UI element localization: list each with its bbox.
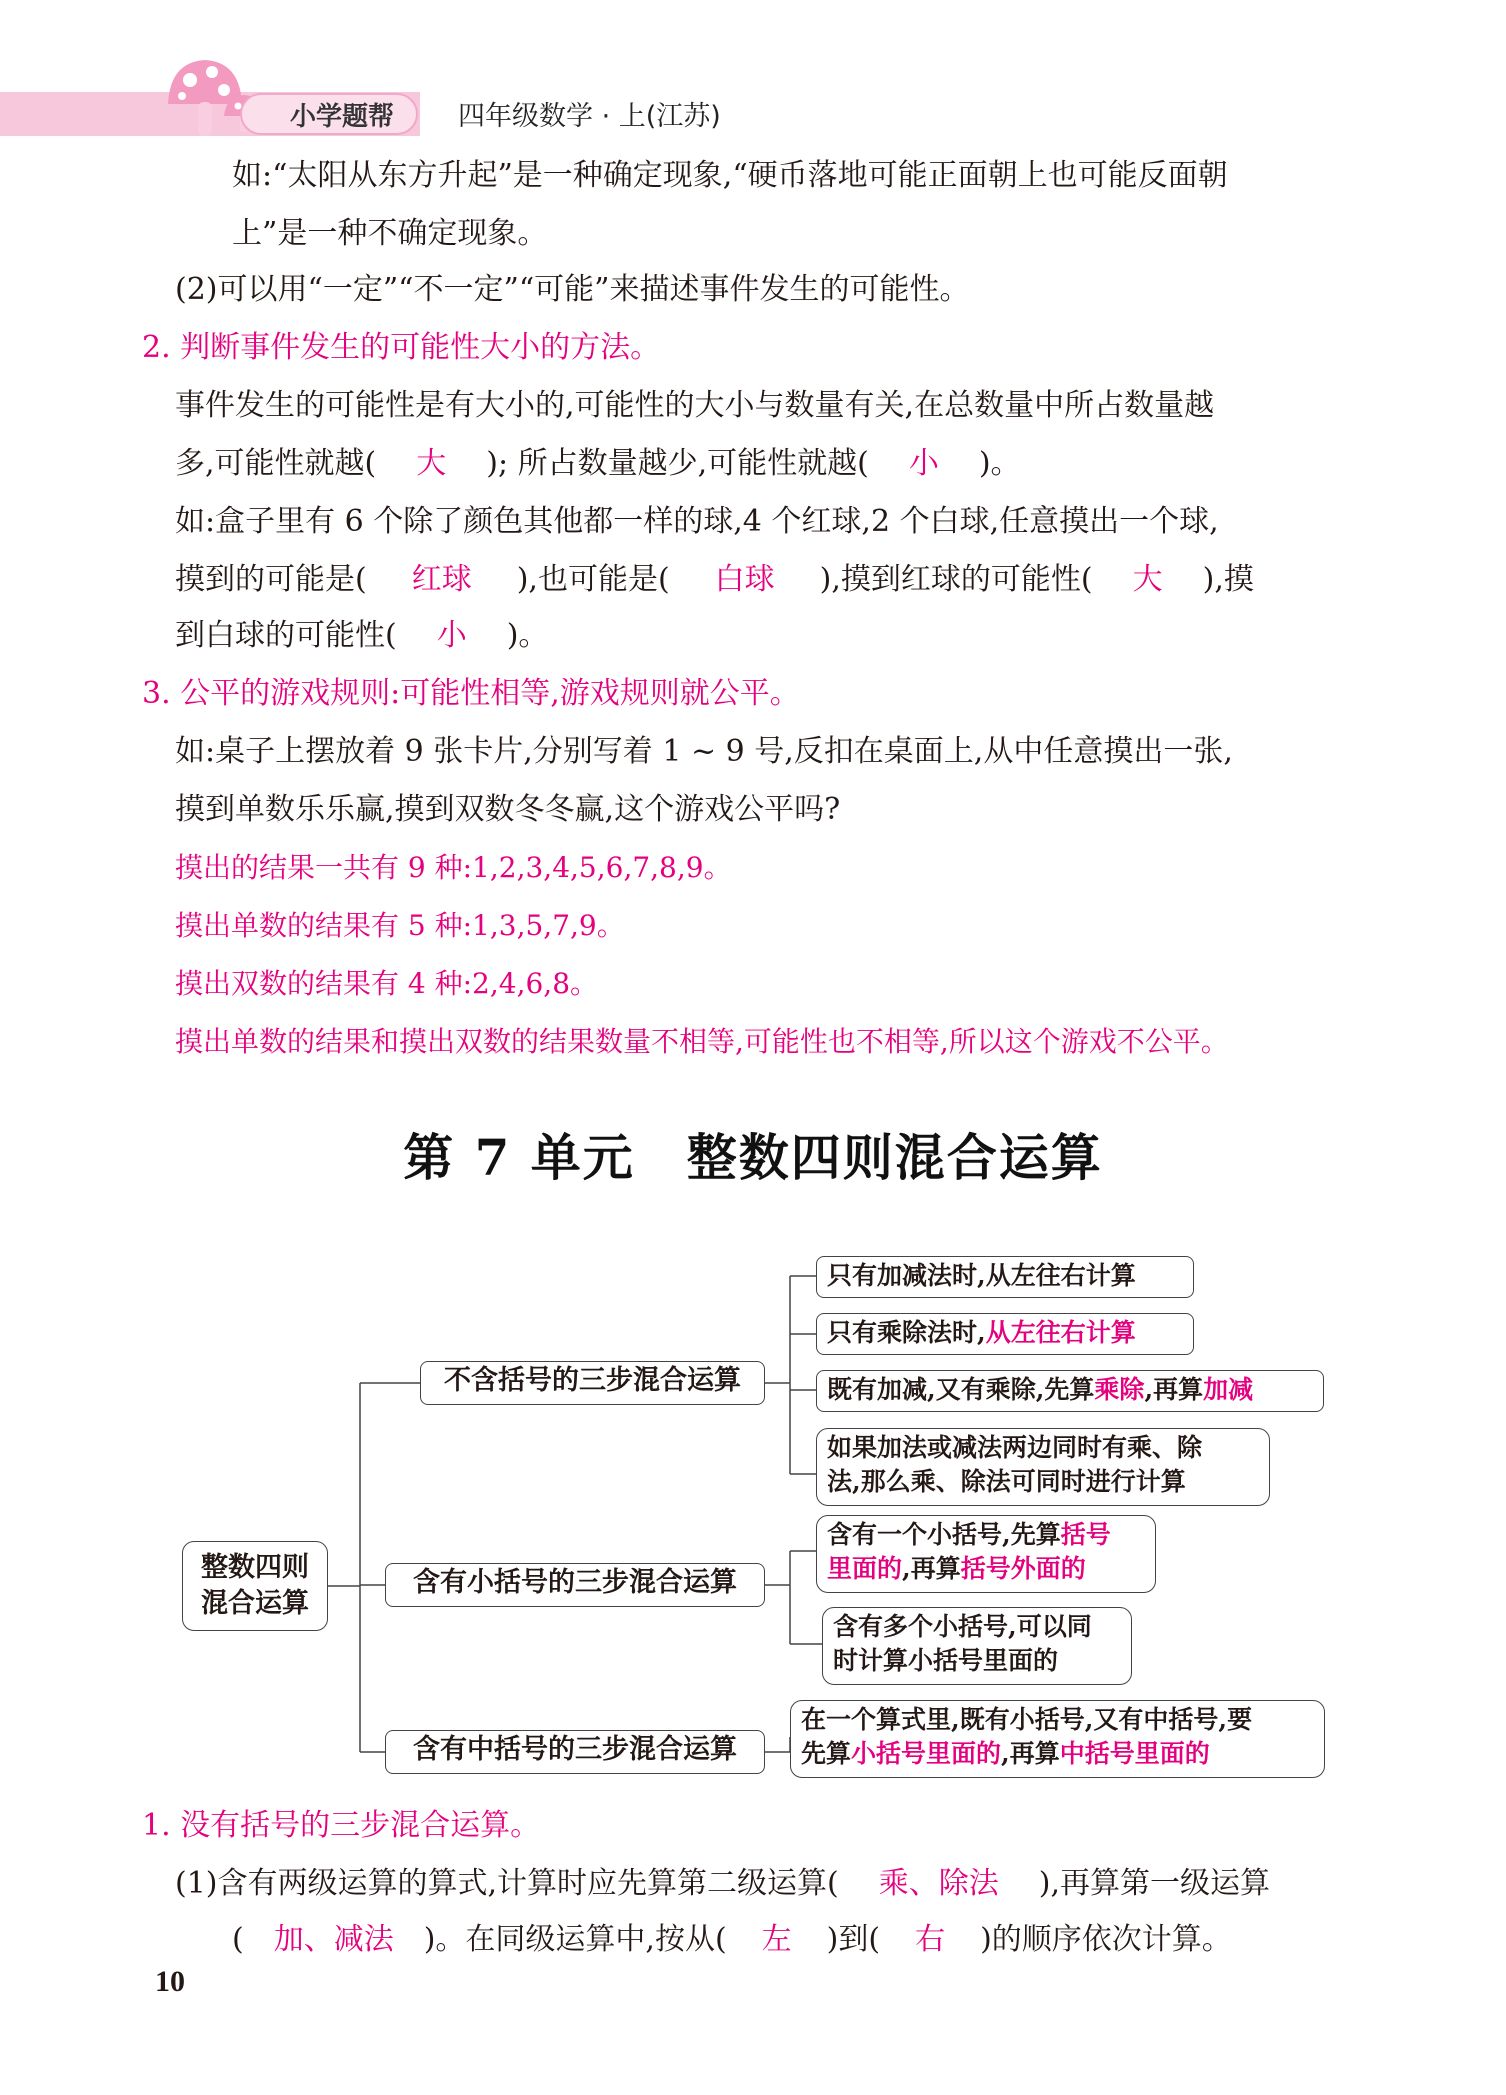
leaf-add-sub-only: 只有加减法时,从左往右计算 <box>816 1256 1194 1298</box>
section-2-heading: 2. 判断事件发生的可能性大小的方法。 <box>142 330 661 365</box>
page-number: 10 <box>155 1965 185 1998</box>
blank-answer: 小 <box>908 446 939 481</box>
branch-parentheses: 含有小括号的三步混合运算 <box>385 1563 765 1607</box>
branch-brackets: 含有中括号的三步混合运算 <box>385 1730 765 1774</box>
s3-answer-3: 摸出双数的结果有 4 种:2,4,6,8。 <box>175 967 599 1000</box>
blank-answer: 加、减法 <box>273 1922 394 1957</box>
s4-para-1: (1)含有两级运算的算式,计算时应先算第二级运算( 乘、除法 ),再算第一级运算 <box>175 1864 1270 1904</box>
blank-answer: 大 <box>1132 562 1163 597</box>
blank-answer: 白球 <box>714 562 775 597</box>
mindmap-root: 整数四则 混合运算 <box>182 1541 328 1631</box>
leaf-mixed-ops: 既有加减,又有乘除,先算乘除,再算加减 <box>816 1370 1324 1412</box>
blank-answer: 右 <box>915 1922 946 1957</box>
s2-para-5: 到白球的可能性( 小 )。 <box>175 616 548 656</box>
leaf-mul-div-only: 只有乘除法时,从左往右计算 <box>816 1313 1194 1355</box>
intro-line-1: 如:“太阳从东方升起”是一种确定现象,“硬币落地可能正面朝上也可能反面朝 <box>232 158 1228 193</box>
leaf-many-parentheses: 含有多个小括号,可以同 时计算小括号里面的 <box>822 1607 1132 1685</box>
leaf-mixed-brackets: 在一个算式里,既有小括号,又有中括号,要 先算小括号里面的,再算中括号里面的 <box>790 1700 1325 1778</box>
header-title: 四年级数学 · 上(江苏) <box>458 101 721 132</box>
s4-para-2: ( 加、减法 )。在同级运算中,按从( 左 )到( 右 )的顺序依次计算。 <box>232 1920 1232 1960</box>
blank-answer: 小 <box>436 618 467 653</box>
intro-line-2: 上”是一种不确定现象。 <box>232 216 548 251</box>
branch-no-brackets: 不含括号的三步混合运算 <box>420 1361 765 1405</box>
blank-answer: 红球 <box>411 562 472 597</box>
s2-para-3: 如:盒子里有 6 个除了颜色其他都一样的球,4 个红球,2 个白球,任意摸出一个球, <box>175 504 1219 539</box>
s2-para-4: 摸到的可能是( 红球 ),也可能是( 白球 ),摸到红球的可能性( 大 ),摸 <box>175 560 1254 600</box>
s3-para-2: 摸到单数乐乐赢,摸到双数冬冬赢,这个游戏公平吗? <box>175 792 841 827</box>
s3-answer-4: 摸出单数的结果和摸出双数的结果数量不相等,可能性也不相等,所以这个游戏不公平。 <box>175 1025 1229 1058</box>
leaf-one-parenthesis: 含有一个小括号,先算括号 里面的,再算括号外面的 <box>816 1515 1156 1593</box>
s3-answer-1: 摸出的结果一共有 9 种:1,2,3,4,5,6,7,8,9。 <box>175 851 732 884</box>
s3-answer-2: 摸出单数的结果有 5 种:1,3,5,7,9。 <box>175 909 625 942</box>
s2-para-2: 多,可能性就越( 大 ); 所占数量越少,可能性就越( 小 )。 <box>175 444 1021 484</box>
unit-title: 第 7 单元 整数四则混合运算 <box>403 1128 1103 1187</box>
blank-answer: 乘、除法 <box>878 1866 999 1901</box>
intro-line-3: (2)可以用“一定”“不一定”“可能”来描述事件发生的可能性。 <box>175 272 970 307</box>
section-3-heading: 3. 公平的游戏规则:可能性相等,游戏规则就公平。 <box>142 676 800 711</box>
leaf-simultaneous: 如果加法或减法两边同时有乘、除 法,那么乘、除法可同时进行计算 <box>816 1428 1270 1506</box>
s2-para-1: 事件发生的可能性是有大小的,可能性的大小与数量有关,在总数量中所占数量越 <box>175 388 1215 423</box>
blank-answer: 左 <box>761 1922 792 1957</box>
s3-para-1: 如:桌子上摆放着 9 张卡片,分别写着 1 ~ 9 号,反扣在桌面上,从中任意摸出一张, <box>175 734 1233 769</box>
header-brand: 小学题帮 <box>290 102 395 132</box>
section-1-heading: 1. 没有括号的三步混合运算。 <box>142 1808 541 1843</box>
blank-answer: 大 <box>416 446 447 481</box>
